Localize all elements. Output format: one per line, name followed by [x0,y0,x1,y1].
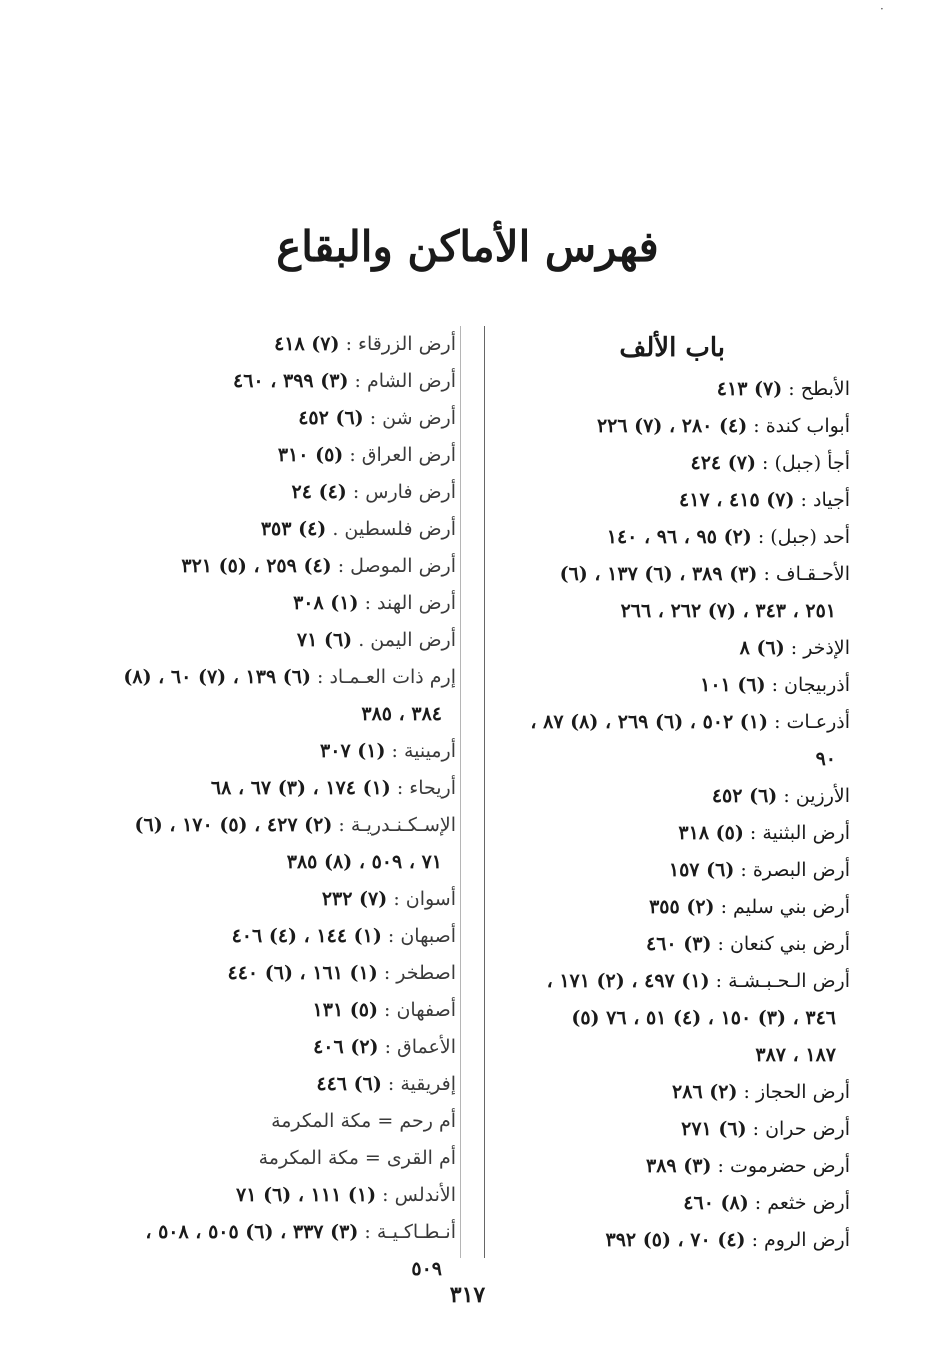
entry-line [70,548,456,585]
entry-line [478,1185,850,1222]
entry-line [70,1066,456,1103]
entry-line [70,881,456,918]
index-entry [70,955,456,992]
entry-line-continued [478,741,850,778]
entry-line [478,778,850,815]
index-entry [478,482,850,519]
entry-refs: (٧) ٤١٨ [274,333,340,355]
section-heading: باب الألف [619,333,725,363]
entry-refs: (٢) ٤٠٦ [313,1036,379,1058]
index-entry [70,326,456,363]
entry-refs: (١) ٥٠٢ ، (٦) ٢٦٩ ، (٨) ٨٧ ، [530,711,769,733]
entry-line [70,992,456,1029]
index-entry [70,1066,456,1103]
entry-line [478,815,850,852]
entry-line [478,1074,850,1111]
index-entry [70,992,456,1029]
entry-term: أرض فارس : [352,481,456,503]
entry-line-continued [478,593,850,630]
index-entry [478,778,850,815]
entry-line-continued [70,696,456,733]
entry-refs: (٤) ٢٥٩ ، (٥) ٣٢١ [181,555,332,577]
entry-term: أرض العراق : [349,444,456,466]
entry-term: أم رحم = مكة المكرمة [271,1110,456,1132]
entry-list-left [70,326,456,1288]
entry-refs: (٦) ١٣٩ ، (٧) ٦٠ ، (٨) [123,666,311,688]
index-entry [70,585,456,622]
entry-term: الأعماق : [384,1036,456,1058]
entry-line-continued [478,1000,850,1037]
entry-refs: (٧) ٤١٥ ، ٤١٧ [679,489,795,511]
entry-term: أرض الـحـبـشـة : [715,970,850,992]
index-entry [478,1111,850,1148]
index-entry [478,445,850,482]
entry-term: الأحـقـاف : [763,563,850,585]
entry-line [70,400,456,437]
index-entry [478,889,850,926]
entry-refs: (٥) ٣١٠ [277,444,344,466]
index-entry [478,630,850,667]
entry-refs: (٣) ٣٣٧ ، (٦) ٥٠٥ ، ٥٠٨ ، [145,1221,359,1243]
entry-term: أرض البثنية : [749,822,850,844]
entry-refs: ٣٨٤ ، ٣٨٥ [361,703,442,725]
entry-line [70,1214,456,1251]
entry-term: إرم ذات العـمـاد : [317,666,456,688]
index-entry [70,659,456,733]
entry-line [478,408,850,445]
index-entry [70,622,456,659]
index-entry [70,807,456,881]
entry-term: أرض بني سليم : [720,896,850,918]
entry-term: أرض الروم : [751,1229,850,1251]
entry-line [70,622,456,659]
entry-term: أرض البصرة : [740,859,850,881]
entry-refs: ٩٠ [815,748,836,770]
index-entry [478,852,850,889]
entry-line [70,1103,456,1140]
page-number: ٣١٧ [449,1282,486,1308]
entry-line [70,1029,456,1066]
corner-mark: · [880,2,884,16]
entry-line [70,326,456,363]
entry-line [478,1222,850,1259]
entry-line [478,963,850,1000]
entry-line [478,1148,850,1185]
entry-refs: (٣) ٣٨٩ ، (٦) ١٣٧ ، (٦) [559,563,758,585]
entry-refs: (٢) ٢٨٦ [672,1081,738,1103]
entry-refs: ٥٠٩ [411,1258,442,1280]
entry-refs: (٦) ٨ [739,637,785,659]
entry-line [478,667,850,704]
index-entry [70,918,456,955]
entry-refs: (٢) ٣٥٥ [649,896,715,918]
entry-refs: (٤) ٢٤ [291,481,347,503]
entry-term: اصطخر : [383,962,456,984]
entry-term: أجياد : [800,489,850,511]
entry-line [478,926,850,963]
entry-term: أرض الشام : [354,370,456,392]
entry-line [478,889,850,926]
index-entry [478,556,850,630]
index-entry [478,1185,850,1222]
index-entry [478,519,850,556]
index-column-left [70,326,456,1288]
entry-line [478,371,850,408]
entry-list-right [478,371,850,1259]
entry-line [70,585,456,622]
index-entry [70,474,456,511]
entry-refs: ١٨٧ ، ٣٨٧ [755,1044,836,1066]
entry-refs: (٣) ٤٦٠ [646,933,712,955]
entry-refs: (٧) ٤٢٤ [690,452,756,474]
entry-term: أم القرى = مكة المكرمة [258,1147,456,1169]
entry-term: أريحاء : [396,777,456,799]
entry-term: أرض فلسطين . [332,518,456,540]
entry-term: أرض شن : [369,407,456,429]
index-entry [70,770,456,807]
index-entry [70,400,456,437]
entry-refs: (٦) ١٥٧ [668,859,735,881]
entry-term: أرض الزرقاء : [345,333,456,355]
entry-term: أرض اليمن . [358,629,456,651]
entry-term: إفريقية : [387,1073,456,1095]
entry-line [70,1140,456,1177]
entry-term: أجأ (جبل) : [762,452,850,474]
entry-term: أرمينية : [391,740,456,762]
index-entry [478,815,850,852]
index-entry [70,548,456,585]
entry-line [70,955,456,992]
index-entry [70,511,456,548]
index-entry [70,1103,456,1140]
index-entry [70,1029,456,1066]
entry-refs: (١) ٣٠٧ [320,740,386,762]
entry-term: الإسـكـنـدريـة : [338,814,456,836]
entry-refs: ٢٥١ ، ٣٤٣ ، (٧) ٢٦٢ ، ٢٦٦ [620,600,836,622]
entry-refs: (٧) ٤١٣ [716,378,783,400]
entry-line [70,363,456,400]
index-entry [478,963,850,1074]
entry-term: الأندلس : [382,1184,456,1206]
index-entry [478,408,850,445]
index-entry [70,733,456,770]
entry-line [478,852,850,889]
entry-term: أصبهان : [387,925,456,947]
entry-refs: (٨) ٤٦٠ [683,1192,749,1214]
index-entry [478,371,850,408]
entry-term: أرض خثعم : [754,1192,850,1214]
entry-term: أرض الحجاز : [743,1081,850,1103]
entry-line [70,918,456,955]
entry-line [70,1177,456,1214]
entry-refs: (١) ١٤٤ ، (٤) ٤٠٦ [231,925,382,947]
entry-refs: ٣٤٦ ، (٣) ١٥٠ ، (٤) ٥١ ، ٧٦ (٥) [571,1007,836,1029]
entry-line [70,437,456,474]
entry-line [478,556,850,593]
entry-refs: (٦) ٤٥٢ [711,785,778,807]
entry-term: أذربيجان : [771,674,850,696]
index-entry [478,704,850,778]
entry-refs: (٤) ٧٠ ، (٥) ٣٩٢ [605,1229,746,1251]
entry-term: الأرزين : [783,785,850,807]
entry-line [70,511,456,548]
entry-term: أبواب كندة : [753,415,850,437]
entry-line [478,445,850,482]
entry-line [478,1111,850,1148]
index-entry [478,667,850,704]
entry-line [478,704,850,741]
entry-refs: (٥) ٣١٨ [678,822,744,844]
entry-line-continued [70,844,456,881]
entry-refs: (٣) ٣٨٩ [646,1155,712,1177]
entry-term: أرض حران : [752,1118,850,1140]
page-title: فهرس الأماكن والبقاع [276,222,659,271]
entry-line [70,733,456,770]
entry-line [70,474,456,511]
entry-refs: (٤) ٢٨٠ ، (٧) ٢٢٦ [596,415,748,437]
index-column-right [478,326,850,1259]
entry-refs: (٧) ٢٣٢ [321,888,388,910]
entry-refs: (٥) ١٣١ [312,999,378,1021]
index-entry [478,1074,850,1111]
index-entry [70,1177,456,1214]
entry-refs: (٢) ٤٢٧ ، (٥) ١٧٠ ، (٦) [134,814,333,836]
entry-term: أسوان : [393,888,456,910]
index-entry [70,1214,456,1288]
entry-refs: ٧١ ، ٥٠٩ ، (٨) ٣٨٥ [286,851,442,873]
entry-term: الإذخر : [790,637,850,659]
index-entry [478,1148,850,1185]
entry-term: أرض بني كنعان : [717,933,850,955]
entry-refs: (١) ٤٩٧ ، (٢) ١٧١ ، [546,970,710,992]
entry-refs: (١) ١٦١ ، (٦) ٤٤٠ [227,962,378,984]
entry-refs: (٤) ٣٥٣ [260,518,327,540]
entry-line [478,519,850,556]
entry-refs: (٦) ٤٥٢ [298,407,364,429]
entry-line [70,659,456,696]
entry-term: الأبطح : [788,378,850,400]
entry-refs: (٦) ٤٤٦ [316,1073,382,1095]
entry-refs: (١) ١١١ ، (٦) ٧١ [236,1184,377,1206]
entry-term: أحد (جبل) : [757,526,850,548]
entry-refs: (٣) ٣٩٩ ، ٤٦٠ [233,370,349,392]
entry-line [478,630,850,667]
entry-refs: (٦) ١٠١ [700,674,766,696]
entry-refs: (١) ١٧٤ ، (٣) ٦٧ ، ٦٨ [210,777,391,799]
entry-term: أرض الهند : [364,592,456,614]
entry-refs: (٦) ٧١ [296,629,353,651]
entry-term: أنـطـاكـيـة : [364,1221,456,1243]
entry-term: أذرعـات : [774,711,850,733]
entry-refs: (١) ٣٠٨ [293,592,359,614]
index-entry [478,926,850,963]
index-entry [70,1140,456,1177]
index-entry [70,881,456,918]
index-entry [70,437,456,474]
entry-line [70,770,456,807]
index-entry [70,363,456,400]
entry-term: أرض الموصل : [337,555,456,577]
entry-term: أرض حضرموت : [717,1155,850,1177]
entry-term: أصفهان : [384,999,456,1021]
index-entry [478,1222,850,1259]
entry-refs: (٦) ٢٧١ [681,1118,747,1140]
entry-line-continued [478,1037,850,1074]
entry-refs: (٢) ٩٥ ، ٩٦ ، ١٤٠ [606,526,752,548]
column-divider-thin [460,326,461,1258]
entry-line [70,807,456,844]
entry-line [478,482,850,519]
